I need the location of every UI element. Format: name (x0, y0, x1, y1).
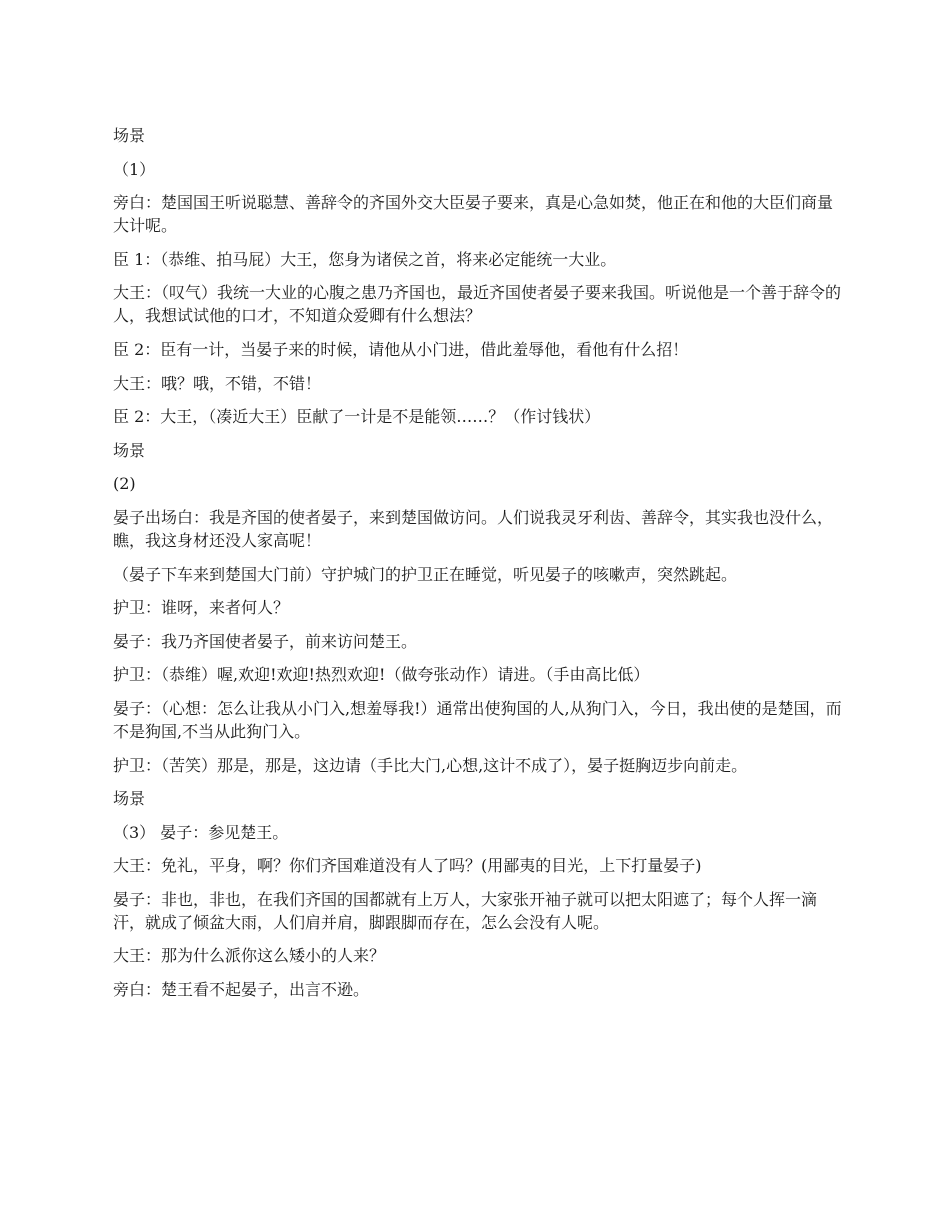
dialogue-line: 护卫：谁呀，来者何人？ (113, 598, 290, 618)
scene-number: （1） (113, 159, 156, 179)
document-page (113, 124, 843, 1012)
dialogue-line: 旁白：楚王看不起晏子，出言不逊。 (113, 980, 370, 1000)
scene-number: (2) (113, 474, 136, 494)
dialogue-line: 大王：免礼，平身，啊？你们齐国难道没有人了吗？(用鄙夷的目光，上下打量晏子) (113, 856, 702, 876)
dialogue-line: 臣 2：臣有一计，当晏子来的时候，请他从小门进，借此羞辱他，看他有什么招！ (113, 339, 689, 359)
dialogue-line: 晏子：（心想：怎么让我从小门入,想羞辱我!）通常出使狗国的人,从狗门入，今日，我出使的是楚国，而不是狗国,不当从此狗门入。 (113, 698, 842, 741)
scene-heading: 场景 (113, 789, 146, 809)
scene-heading: 场景 (113, 126, 146, 145)
dialogue-line: 大王：（叹气）我统一大业的心腹之患乃齐国也，最近齐国使者晏子要来我国。听说他是一个善于辞令的人，我想试试他的口才，不知道众爱卿有什么想法？ (113, 283, 842, 326)
scene-heading: 场景 (113, 440, 146, 460)
dialogue-line: 晏子：我乃齐国使者晏子，前来访问楚王。 (113, 631, 418, 651)
dialogue-line: 护卫：（苦笑）那是，那是，这边请（手比大门,心想,这计不成了），晏子挺胸迈步向前走。 (113, 755, 748, 775)
dialogue-line: 大王：那为什么派你这么矮小的人来？ (113, 946, 386, 966)
dialogue-line: 大王：哦？哦，不错，不错！ (113, 373, 322, 393)
dialogue-line: 晏子出场白：我是齐国的使者晏子，来到楚国做访问。人们说我灵牙利齿、善辞令，其实我也没什么，瞧，我这身材还没人家高呢！ (113, 507, 834, 550)
stage-direction: （晏子下车来到楚国大门前）守护城门的护卫正在睡觉，听见晏子的咳嗽声，突然跳起。 (113, 564, 738, 584)
dialogue-line: 晏子：非也，非也，在我们齐国的国都就有上万人，大家张开袖子就可以把太阳遮了；每个人挥一滴汗，就成了倾盆大雨，人们肩并肩，脚跟脚而存在，怎么会没有人呢。 (113, 889, 818, 932)
dialogue-line: 臣 1：（恭维、拍马屁）大王，您身为诸侯之首，将来必定能统一大业。 (113, 249, 617, 269)
dialogue-line: 旁白：楚国国王听说聪慧、善辞令的齐国外交大臣晏子要来，真是心急如焚，他正在和他的大臣们商量大计呢。 (113, 193, 834, 236)
dialogue-line: （3） 晏子：参见楚王。 (113, 822, 289, 842)
dialogue-line: 护卫：（恭维）喔,欢迎!欢迎!热烈欢迎!（做夸张动作）请进。（手由高比低） (113, 665, 650, 685)
dialogue-line: 臣 2：大王，（凑近大王）臣献了一计是不是能领……？（作讨钱状） (113, 407, 601, 427)
